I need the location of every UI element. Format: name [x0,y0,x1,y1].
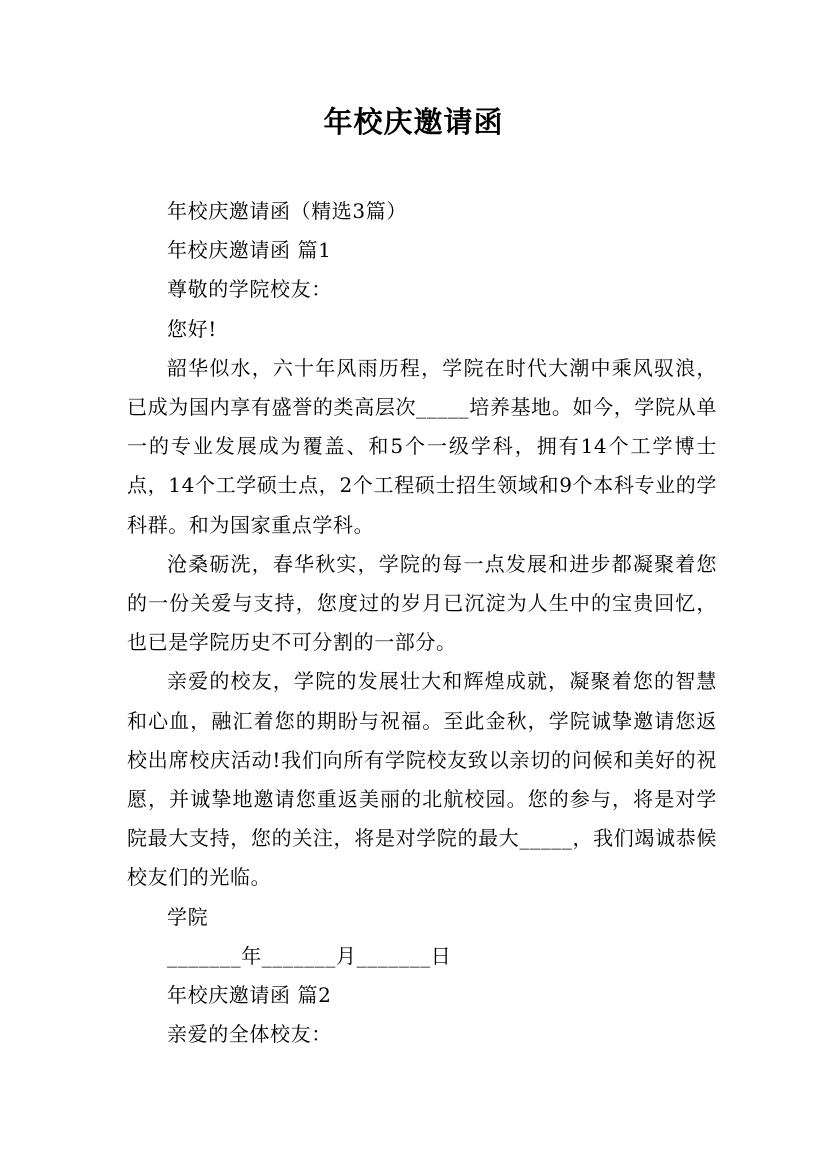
section-heading-2: 年校庆邀请函 篇2 [167,983,332,1008]
date-line: _______年_______月_______日 [167,943,452,968]
salutation: 尊敬的学院校友： [167,277,332,302]
document-subtitle: 年校庆邀请函（精选3篇） [167,199,407,223]
body-paragraph: 韶华似水，六十年风雨历程，学院在时代大潮中乘风驭浪，已成为国内享有盛誉的类高层次_____培养基地。如今，学院从单一的专业发展成为覆盖、和5个一级学科，拥有14个工学博士点，14个工学硕士点，2个工程硕士招生领域和9个本科专业的学科群。和为国家重点学科。 [127,355,717,537]
signature: 学院 [167,904,209,929]
document-body [127,192,717,1054]
salutation: 亲爱的全体校友： [167,1022,332,1047]
body-paragraph: 亲爱的校友，学院的发展壮大和辉煌成就，凝聚着您的智慧和心血，融汇着您的期盼与祝福。至此金秋，学院诚挚邀请您返校出席校庆活动!我们向所有学院校友致以亲切的问候和美好的祝愿，并诚挚地邀请您重返美丽的北航校园。您的参与，将是对学院最大支持，您的关注，将是对学院的最大_____，我们竭诚恭候校友们的光临。 [127,669,717,890]
greeting: 您好! [167,316,217,341]
section-heading-1: 年校庆邀请函 篇1 [167,238,332,263]
document-title: 年校庆邀请函 [323,105,504,139]
body-paragraph: 沧桑砺洗，春华秋实，学院的每一点发展和进步都凝聚着您的一份关爱与支持，您度过的岁月已沉淀为人生中的宝贵回忆，也已是学院历史不可分割的一部分。 [127,551,717,655]
